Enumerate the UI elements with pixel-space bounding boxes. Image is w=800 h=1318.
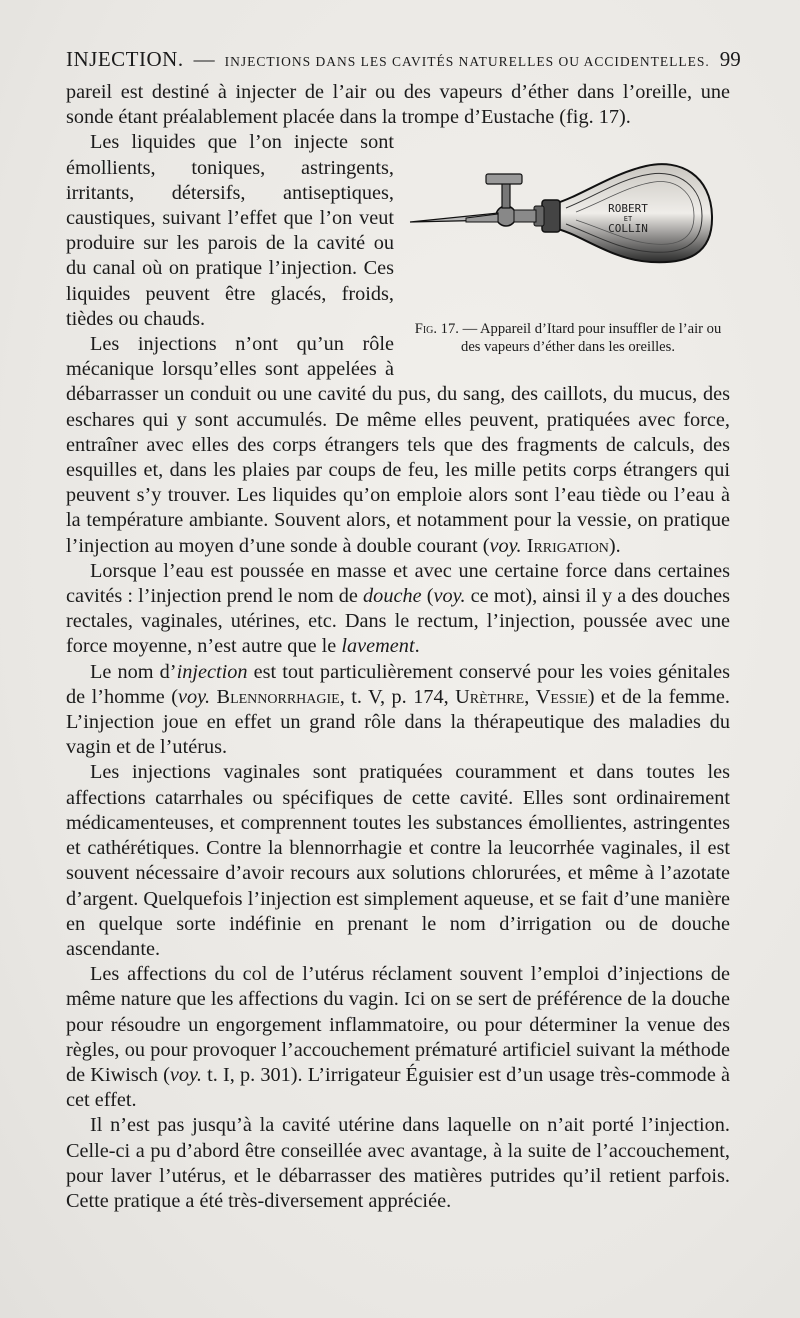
- cross-reference: Vessie: [535, 685, 588, 708]
- italic-voy: voy.: [489, 534, 522, 557]
- italic-voy: voy.: [178, 685, 211, 708]
- paragraph-text: ) et de la femme. L’injection joue en effet un grand rôle dans la thérapeutique des maladies du vagin et de l’utérus.: [66, 685, 730, 759]
- italic-voy: voy.: [433, 585, 466, 608]
- paragraph: Les liquides que l’on injecte sont émollients, toniques, astringents, irritants, détersifs, antiseptiques, caustiques, suivant l’effet que l’on veut produire sur les parois de la cavité ou du canal où on pratique l’injection. Ces liquides peuvent être glacés, froids, tièdes ou chauds.: [66, 131, 394, 330]
- paragraph: [66, 559, 730, 660]
- engraving-robert: ROBERT: [608, 202, 648, 216]
- italic-term: lavement: [341, 635, 415, 658]
- italic-term: injection: [176, 660, 248, 683]
- paragraph-text: (: [421, 585, 434, 608]
- figure-17: [406, 130, 730, 365]
- paragraph-text: ,: [524, 685, 536, 708]
- header-title: INJECTION.: [66, 47, 184, 71]
- paragraph: [66, 962, 730, 1113]
- header-subtitle: INJECTIONS DANS LES CAVITÉS NATURELLES OU ACCIDENTELLES.: [224, 54, 710, 69]
- paragraph-text: Les affections du col de l’utérus réclament souvent l’emploi d’injections de même nature que les affections du vagin. Ici on se sert de préférence de la douche pour résoudre un engorgement inflammatoire, ou pour déterminer la venue des règles, ou pour provoquer l’accouchement prématuré artificiel suivant la méthode de Kiwisch (: [66, 963, 730, 1086]
- caption-dash: —: [462, 321, 478, 338]
- paragraph-text: est tout particulièrement conservé pour les voies génitales de l’homme (: [66, 660, 731, 708]
- paragraph: Les injections vaginales sont pratiquées couramment et dans toutes les affections catarrhales ou spécifiques de cette cavité. Elles sont ordinairement médicamenteuses, et comprennent toutes les substances émollientes, astringentes et cathérétiques. Contre la blennorrhagie et contre la leucorrhée vaginales, il est souvent nécessaire d’avoir recours aux solutions chlorurées, et même à l’azotate d’argent. Quelquefois l’injection est simplement aqueuse, et se fait d’une manière en quelque sorte indéfinie en prenant le nom d’irrigation ou de douche ascendante.: [66, 761, 730, 960]
- paragraph: [66, 332, 730, 559]
- cross-reference: Urèthre: [455, 685, 525, 708]
- paragraph-text: , t. V, p. 174,: [339, 685, 456, 708]
- paragraph: [66, 660, 730, 761]
- running-header: [66, 46, 741, 75]
- figure-label: Fig. 17.: [414, 321, 459, 338]
- paragraph: pareil est destiné à injecter de l’air ou des vapeurs d’éther dans l’oreille, une sonde étant préalablement placée dans la trompe d’Eustache (fig. 17).: [66, 81, 730, 129]
- caption-text: Appareil d’Itard pour insuffler de l’air ou des vapeurs d’éther dans les oreilles.: [461, 321, 722, 356]
- cross-reference: Irrigation: [526, 534, 609, 557]
- paragraph-text: .: [414, 635, 420, 658]
- page-number: 99: [719, 47, 741, 71]
- paragraph-text: t. I, p. 301). L’irrigateur Éguisier est d’un usage très-commode à cet effet.: [66, 1063, 730, 1112]
- italic-voy: voy.: [169, 1063, 202, 1086]
- engraving-collin: COLLIN: [608, 222, 648, 236]
- header-dash: —: [193, 47, 215, 71]
- figure-caption: [406, 320, 730, 356]
- cross-reference: Blennorrhagie: [210, 685, 340, 708]
- paragraph: Il n’est pas jusqu’à la cavité utérine dans laquelle on n’ait porté l’injection. Celle-ci a pu d’abord être conseillée avec avantage, à la suite de l’accouchement, pour laver l’utérus, et le débarrasser des matières putrides qu’il retient parfois. Cette pratique a été très-diversement appréciée.: [66, 1114, 730, 1212]
- body-text: [66, 80, 730, 1214]
- paragraph-text: ce mot), ainsi il y a des douches rectales, vaginales, utérines, etc. Dans le rectum, l’injection, poussée avec une force moyenne, n’est autre que le: [66, 585, 730, 658]
- itard-apparatus-illustration: [406, 136, 730, 316]
- italic-term: douche: [363, 585, 422, 608]
- engraving-et: ET: [623, 215, 633, 224]
- paragraph-text: Le nom d’: [90, 660, 177, 683]
- paragraph-text: ).: [608, 534, 621, 557]
- paragraph-text: Les injections n’ont qu’un rôle mécanique lorsqu’elles sont appelées à débarrasser un conduit ou une cavité du pus, du sang, des caillots, du mucus, des eschares qui y sont accumulés. De même elles peuvent, pratiquées avec force, entraîner avec elles des corps étrangers tels que des fragments de calculs, des esquilles et, dans les plaies par coups de feu, les mille petits corps étrangers qui peuvent s’y trouver. Les liquides qu’on emploie alors sont l’eau tiède ou l’eau à la température ambiante. Souvent alors, et notamment pour la vessie, on pratique l’injection au moyen d’une sonde à double courant (: [66, 333, 730, 557]
- paragraph-text: Lorsque l’eau est poussée en masse et avec une certaine force dans certaines cavités : l’injection prend le nom de: [66, 559, 730, 608]
